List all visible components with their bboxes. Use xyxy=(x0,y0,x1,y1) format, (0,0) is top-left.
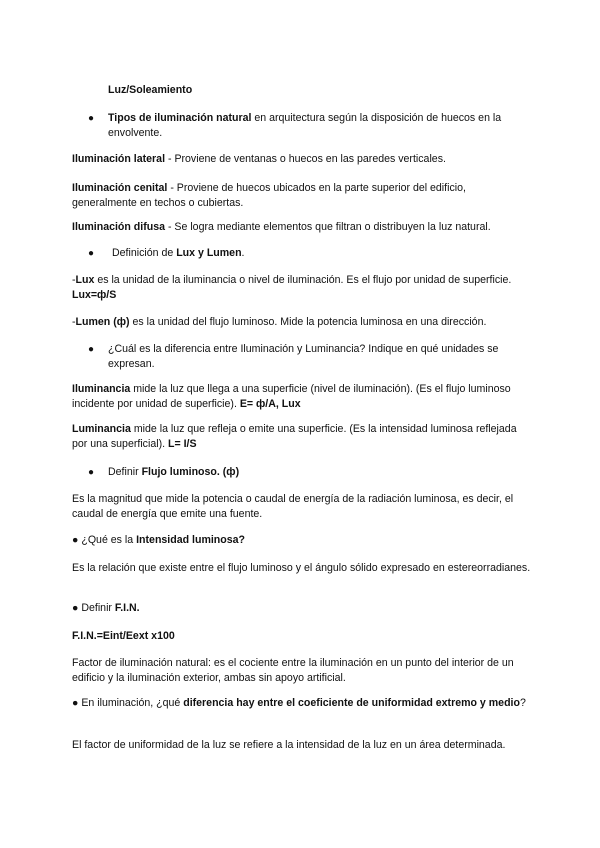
iluminacion-difusa: Iluminación difusa - Se logra mediante elementos que filtran o distribuyen la luz natural. xyxy=(72,221,491,233)
pregunta-diferencia: ¿Cuál es la diferencia entre Iluminación y Luminancia? Indique en qué unidades se expresan. xyxy=(108,343,499,370)
lux-definition: -Lux es la unidad de la iluminancia o nivel de iluminación. Es el flujo por unidad de superficie. Lux=ф/S xyxy=(72,274,512,301)
iluminacion-cenital: Iluminación cenital - Proviene de huecos ubicados en la parte superior del edificio, generalmente en techos o cubiertas. xyxy=(72,182,466,209)
tipos-iluminacion-item: Tipos de iluminación natural en arquitectura según la disposición de huecos en la envolvente. xyxy=(108,112,502,139)
intensidad-text: Es la relación que existe entre el flujo luminoso y el ángulo sólido expresado en estereorradianes. xyxy=(72,562,531,574)
luminancia-definition: Luminancia mide la luz que refleja o emite una superficie. (Es la intensidad luminosa reflejada por una superficial). L= I/S xyxy=(72,423,517,450)
pregunta-intensidad: ● ¿Qué es la Intensidad luminosa? xyxy=(72,534,246,546)
bullet-icon: ● xyxy=(88,248,95,259)
bullet-icon: ● xyxy=(88,113,95,124)
pregunta-uniformidad: ● En iluminación, ¿qué diferencia hay entre el coeficiente de uniformidad extremo y medio? xyxy=(72,697,526,709)
fin-text: Factor de iluminación natural: es el cociente entre la iluminación en un punto del interior de un edificio y la iluminación exterior, ambas sin apoyo artificial. xyxy=(72,657,514,684)
definir-flujo: Definir Flujo luminoso. (ф) xyxy=(108,466,240,478)
fin-formula: F.I.N.=Eint/Eext x100 xyxy=(72,630,175,642)
flujo-text: Es la magnitud que mide la potencia o caudal de energía de la radiación luminosa, es decir, el caudal de energía que emite una fuente. xyxy=(72,493,514,520)
lumen-definition: -Lumen (ф) es la unidad del flujo luminoso. Mide la potencia luminosa en una dirección. xyxy=(72,316,487,328)
definicion-lux-lumen: Definición de Lux y Lumen. xyxy=(112,247,245,259)
bullet-icon: ● xyxy=(88,467,95,478)
iluminancia-definition: Iluminancia mide la luz que llega a una superficie (nivel de iluminación). (Es el flujo luminoso incidente por unidad de superficie). E= ф/A, Lux xyxy=(72,383,511,410)
bullet-icon: ● xyxy=(88,344,95,355)
definir-fin: ● Definir F.I.N. xyxy=(72,602,140,614)
page-heading: Luz/Soleamiento xyxy=(108,84,193,96)
iluminacion-lateral: Iluminación lateral - Proviene de ventanas o huecos en las paredes verticales. xyxy=(72,153,446,165)
uniformidad-text: El factor de uniformidad de la luz se refiere a la intensidad de la luz en un área determinada. xyxy=(72,739,506,751)
